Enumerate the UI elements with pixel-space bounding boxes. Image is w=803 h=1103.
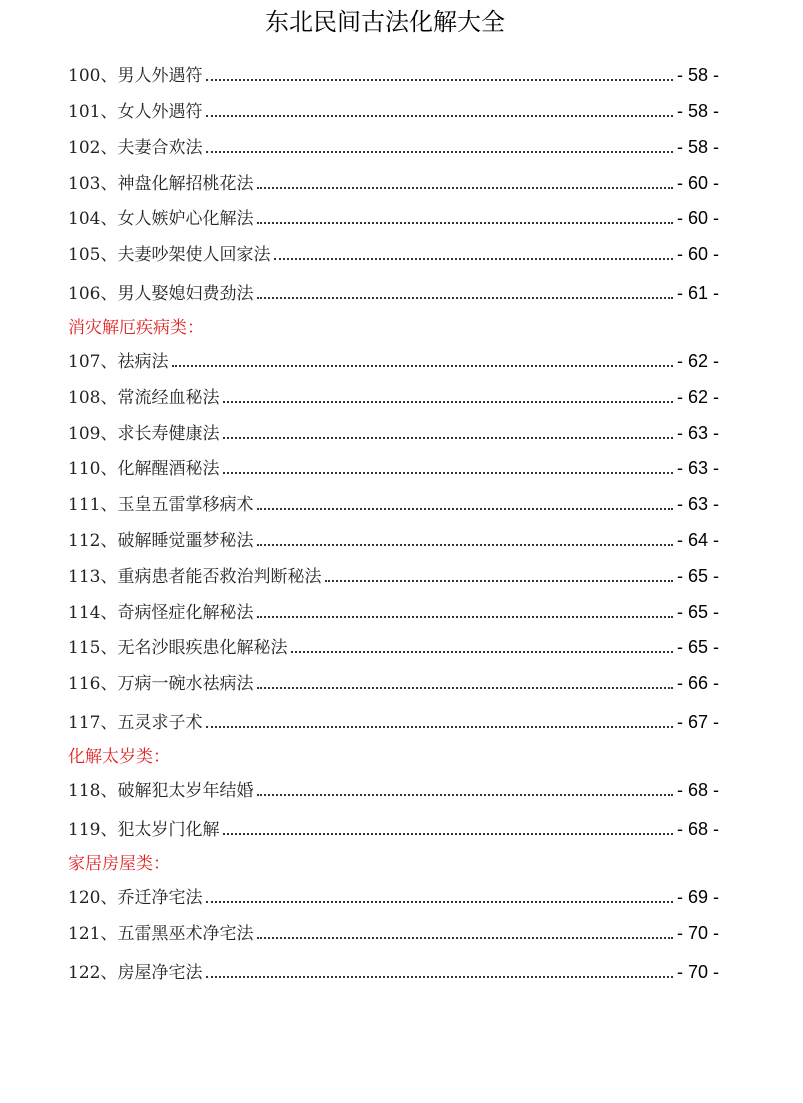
toc-entry-label: 115、无名沙眼疾患化解秘法 (68, 638, 288, 658)
toc-entry-label: 121、五雷黑巫术净宅法 (68, 924, 254, 944)
toc-entry-label: 119、犯太岁门化解 (68, 820, 220, 840)
section-heading: 消灾解厄疾病类： (68, 318, 204, 338)
dot-leader (257, 187, 673, 189)
toc-page-number: - 60 - (676, 244, 719, 264)
toc-entry[interactable] (68, 62, 719, 86)
toc-entry[interactable] (68, 959, 719, 983)
toc-page-number: - 67 - (676, 712, 719, 732)
dot-leader (257, 794, 673, 796)
toc-page-number: - 68 - (676, 819, 719, 839)
dot-leader (206, 79, 673, 81)
dot-leader (206, 901, 673, 903)
toc-entry[interactable] (68, 241, 719, 265)
dot-leader (223, 833, 673, 835)
toc-page-number: - 65 - (676, 566, 719, 586)
toc-entry-label: 104、女人嫉妒心化解法 (68, 209, 254, 229)
section-heading: 家居房屋类： (68, 854, 170, 874)
dot-leader (257, 508, 673, 510)
toc-page-number: - 58 - (676, 137, 719, 157)
toc-page-number: - 62 - (676, 351, 719, 371)
toc-page-number: - 65 - (676, 602, 719, 622)
toc-page-number: - 61 - (676, 283, 719, 303)
toc-entry[interactable] (68, 205, 719, 229)
toc-page-number: - 66 - (676, 673, 719, 693)
dot-leader (257, 616, 673, 618)
toc-page-number: - 58 - (676, 65, 719, 85)
toc-entry-label: 116、万病一碗水祛病法 (68, 674, 254, 694)
toc-page-number: - 60 - (676, 173, 719, 193)
dot-leader (223, 401, 673, 403)
dot-leader (206, 726, 673, 728)
toc-entry[interactable] (68, 420, 719, 444)
toc-entry[interactable] (68, 348, 719, 372)
toc-entry[interactable] (68, 884, 719, 908)
toc-entry-label: 107、祛病法 (68, 352, 169, 372)
toc-page-number: - 64 - (676, 530, 719, 550)
dot-leader (274, 258, 673, 260)
toc-entry[interactable] (68, 634, 719, 658)
toc-entry-label: 103、神盘化解招桃花法 (68, 174, 254, 194)
toc-entry[interactable] (68, 777, 719, 801)
dot-leader (257, 544, 673, 546)
dot-leader (257, 937, 673, 939)
toc-page-number: - 70 - (676, 962, 719, 982)
dot-leader (291, 651, 673, 653)
toc-page-number: - 58 - (676, 101, 719, 121)
toc-entry[interactable] (68, 709, 719, 733)
toc-page-number: - 60 - (676, 208, 719, 228)
toc-page-number: - 63 - (676, 423, 719, 443)
toc-entry[interactable] (68, 384, 719, 408)
toc-entry-label: 106、男人娶媳妇费劲法 (68, 284, 254, 304)
toc-entry-label: 111、玉皇五雷掌移病术 (68, 495, 254, 515)
toc-entry[interactable] (68, 527, 719, 551)
toc-entry[interactable] (68, 491, 719, 515)
page-title: 东北民间古法化解大全 (265, 8, 505, 36)
dot-leader (172, 365, 673, 367)
dot-leader (206, 151, 673, 153)
dot-leader (325, 580, 673, 582)
toc-entry-label: 105、夫妻吵架使人回家法 (68, 245, 271, 265)
toc-entry[interactable] (68, 920, 719, 944)
dot-leader (206, 976, 673, 978)
toc-entry[interactable] (68, 134, 719, 158)
toc-entry-label: 114、奇病怪症化解秘法 (68, 603, 254, 623)
toc-entry-label: 118、破解犯太岁年结婚 (68, 781, 254, 801)
section-heading: 化解太岁类： (68, 747, 170, 767)
toc-entry[interactable] (68, 98, 719, 122)
toc-page-number: - 68 - (676, 780, 719, 800)
toc-entry-label: 117、五灵求子术 (68, 713, 203, 733)
dot-leader (206, 115, 673, 117)
toc-page-number: - 69 - (676, 887, 719, 907)
toc-entry[interactable] (68, 816, 719, 840)
toc-entry-label: 110、化解醒酒秘法 (68, 459, 220, 479)
dot-leader (257, 687, 673, 689)
toc-entry-label: 102、夫妻合欢法 (68, 138, 203, 158)
toc-page-number: - 62 - (676, 387, 719, 407)
toc-entry-label: 113、重病患者能否救治判断秘法 (68, 567, 322, 587)
toc-entry-label: 101、女人外遇符 (68, 102, 203, 122)
toc-entry[interactable] (68, 455, 719, 479)
toc-entry-label: 122、房屋净宅法 (68, 963, 203, 983)
toc-entry[interactable] (68, 170, 719, 194)
toc-page-number: - 65 - (676, 637, 719, 657)
toc-entry[interactable] (68, 599, 719, 623)
toc-entry[interactable] (68, 670, 719, 694)
dot-leader (257, 222, 673, 224)
dot-leader (223, 472, 673, 474)
toc-page-number: - 63 - (676, 494, 719, 514)
toc-page-number: - 70 - (676, 923, 719, 943)
toc-entry-label: 120、乔迁净宅法 (68, 888, 203, 908)
toc-entry-label: 112、破解睡觉噩梦秘法 (68, 531, 254, 551)
toc-entry-label: 109、求长寿健康法 (68, 424, 220, 444)
toc-page-number: - 63 - (676, 458, 719, 478)
dot-leader (223, 437, 673, 439)
toc-entry[interactable] (68, 280, 719, 304)
toc-entry-label: 100、男人外遇符 (68, 66, 203, 86)
dot-leader (257, 297, 673, 299)
toc-entry-label: 108、常流经血秘法 (68, 388, 220, 408)
toc-entry[interactable] (68, 563, 719, 587)
